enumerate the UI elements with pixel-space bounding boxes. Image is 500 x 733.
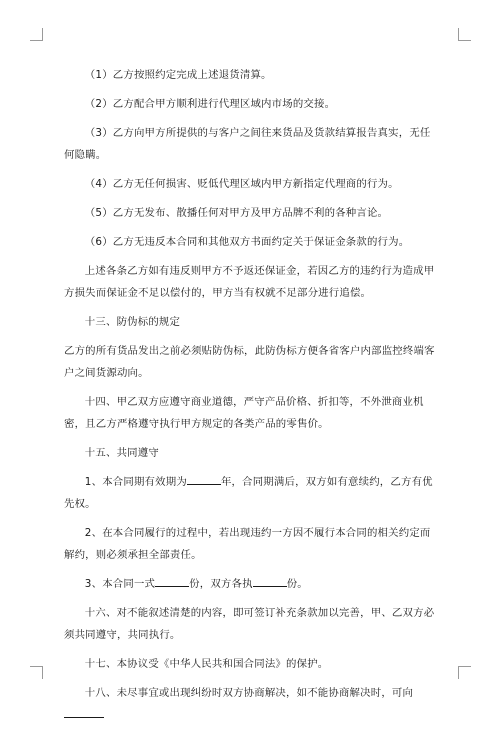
clause-15-3-part-a: 3、本合同一式: [84, 578, 156, 590]
paragraph-item-1: （1）乙方按照约定完成上述退货清算。: [84, 69, 272, 81]
paragraph-item-6: （6）乙方无违反本合同和其他双方书面约定关于保证金条款的行为。: [84, 236, 410, 248]
court-blank[interactable]: [64, 706, 104, 718]
paragraph-clause-15-2: 2、在本合同履行的过程中，若出现违约一方因不履行本合同的相关约定而解约，则必须承担全部责任。: [64, 527, 431, 561]
paragraph-clause-15-3: [64, 573, 438, 595]
term-years-blank[interactable]: [187, 473, 221, 485]
paragraph-clause-14: 十四、甲乙双方应遵守商业道德，严守产品价格、折扣等，不外泄商业机密，且乙方严格遵守执行甲方规定的各类产品的零售价。: [64, 396, 424, 430]
copies-each-blank[interactable]: [253, 575, 287, 587]
crop-mark-bottom-left: [30, 666, 43, 679]
paragraph-clause-15-1: [64, 471, 438, 515]
crop-mark-bottom-right: [458, 666, 471, 679]
clause-15-3-part-b: 份，双方各执: [189, 578, 253, 590]
paragraph-item-5: （5）乙方无发布、散播任何对甲方及甲方品牌不利的各种言论。: [84, 207, 389, 219]
heading-clause-13: 十三、防伪标的规定: [84, 316, 181, 328]
paragraph-clause-17: 十七、本协议受《中华人民共和国合同法》的保护。: [84, 658, 329, 670]
paragraph-clause-18: [64, 682, 438, 726]
clause-15-1-part-b: 年，合同期满后，双方如有意续约，乙方有优先权。: [64, 476, 433, 510]
clause-15-1-part-a: 1、本合同期有效期为: [84, 476, 187, 488]
paragraph-item-2: （2）乙方配合甲方顺利进行代理区域内市场的交接。: [84, 98, 336, 110]
crop-mark-top-left: [30, 28, 43, 41]
paragraph-anti-counterfeit: 乙方的所有货品发出之前必须贴防伪标，此防伪标方便各省客户内部监控终端客户之间货源动向。: [64, 345, 435, 379]
crop-mark-top-right: [458, 28, 471, 41]
document-body: [64, 64, 438, 733]
paragraph-item-3: （3）乙方向甲方所提供的与客户之间往来货品及货款结算报告真实，无任何隐瞒。: [64, 127, 431, 161]
paragraph-item-4: （4）乙方无任何损害、贬低代理区域内甲方新指定代理商的行为。: [84, 178, 399, 190]
copies-total-blank[interactable]: [155, 575, 189, 587]
heading-clause-15: 十五、共同遵守: [84, 447, 159, 459]
paragraph-clause-16: 十六、对不能叙述清楚的内容，即可签订补充条款加以完善，甲、乙双方必须共同遵守，共同执行。: [64, 607, 435, 641]
clause-15-3-part-c: 份。: [286, 578, 308, 590]
clause-18-text: 十八、未尽事宜或出现纠纷时双方协商解决，如不能协商解决时，可向: [84, 687, 414, 699]
paragraph-deposit-summary: 上述各条乙方如有违反则甲方不予返还保证金，若因乙方的违约行为造成甲方损失而保证金不足以偿付的，甲方当有权就不足部分进行追偿。: [64, 265, 435, 299]
